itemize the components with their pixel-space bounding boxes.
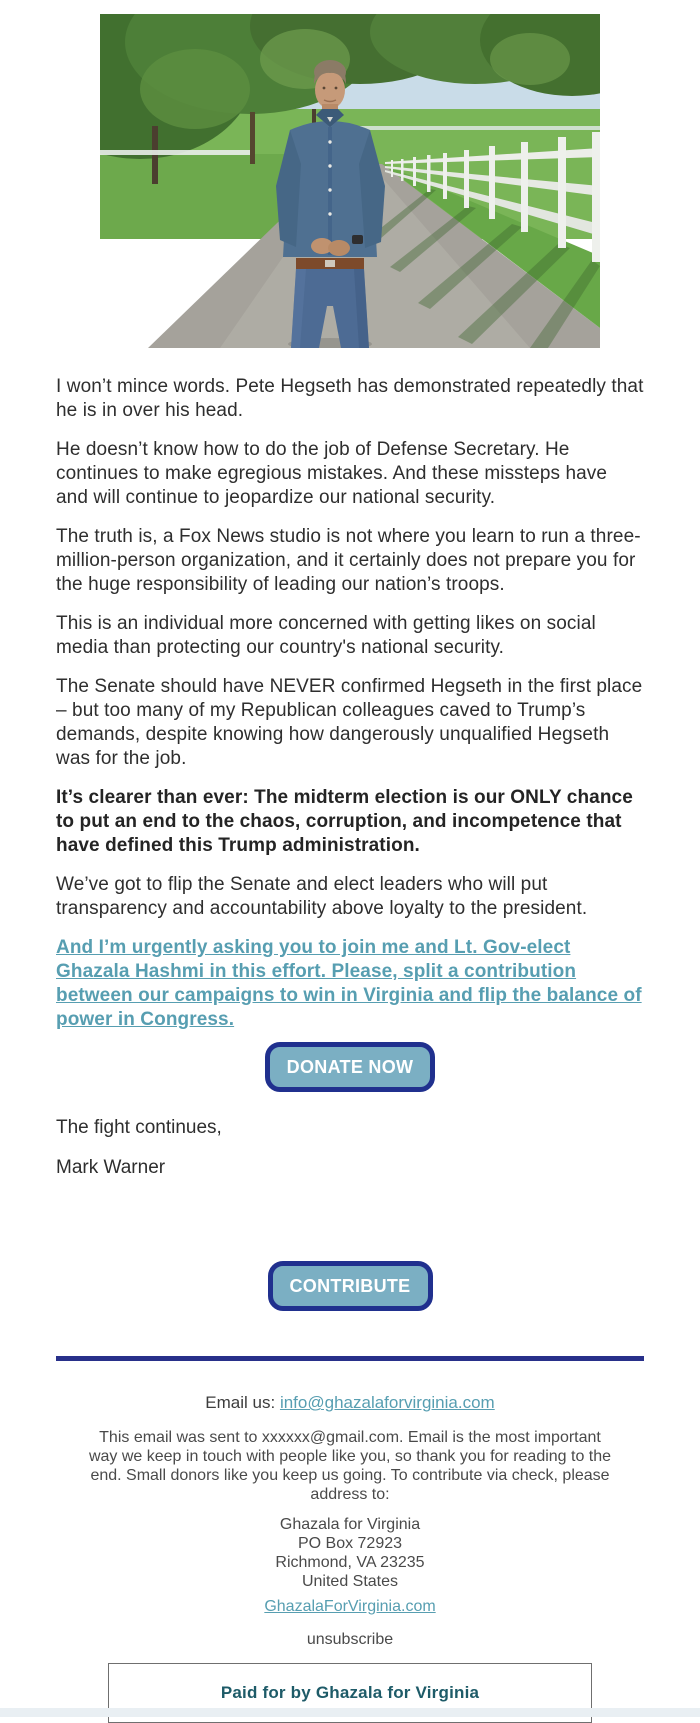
email-link[interactable]: info@ghazalaforvirginia.com [279, 1393, 495, 1412]
bold-statement: It’s clearer than ever: The midterm election is our ONLY chance to put an end to the chaos, corruption, and incompetence that have defined this Trump administration. [56, 787, 633, 856]
email-us-line [56, 1393, 644, 1413]
address-line: PO Box 72923 [297, 1535, 403, 1552]
body-paragraph: The Senate should have NEVER confirmed Hegseth in the first place – but too many of my Republican colleagues caved to Trump’s demands, despite knowing how dangerously unqualified Hegseth was for the job. [56, 676, 643, 769]
donate-now-button[interactable]: DONATE NOW [265, 1042, 436, 1092]
signoff-line: The fight continues, [56, 1117, 222, 1138]
footer-divider [56, 1356, 644, 1361]
paid-for-text: Paid for by Ghazala for Virginia [220, 1683, 480, 1702]
body-paragraph-bold [56, 786, 644, 858]
address-line: United States [301, 1573, 399, 1590]
body-paragraph-link [56, 936, 644, 1032]
donate-button-row [56, 1042, 644, 1092]
website-line [56, 1597, 644, 1616]
address-line: Ghazala for Virginia [279, 1516, 421, 1533]
body-paragraph: He doesn’t know how to do the job of Defense Secretary. He continues to make egregious mistakes. And these missteps have and will continue to jeopardize our national security. [56, 439, 608, 508]
body-paragraph: The truth is, a Fox News studio is not where you learn to run a three-million-person organization, and it certainly does not prepare you for the huge responsibility of leading our nation’s troops. [56, 526, 641, 595]
email-us-label: Email us: [205, 1393, 276, 1412]
bottom-edge-band [0, 1708, 700, 1717]
hero-photo [100, 14, 600, 348]
hero-photo-illustration [100, 14, 600, 348]
unsubscribe-line [56, 1630, 644, 1649]
footer-disclaimer: This email was sent to xxxxxx@gmail.com. Email is the most important way we keep in touch with people like you, so thank you for reading to the end. Small donors like you keep us going. To contribute via check, please address to: [88, 1429, 612, 1503]
email-body [0, 14, 700, 1723]
unsubscribe-link[interactable]: unsubscribe [306, 1631, 394, 1648]
split-contribution-link[interactable]: And I’m urgently asking you to join me and Lt. Gov-elect Ghazala Hashmi in this effort. Please, split a contribution between our campaigns to win in Virginia and flip the balance of power in Congress. [56, 937, 642, 1030]
contribute-button[interactable]: CONTRIBUTE [268, 1261, 433, 1311]
signoff-name: Mark Warner [56, 1157, 166, 1178]
email-footer [56, 1393, 644, 1723]
contribute-button-row [56, 1261, 644, 1311]
website-link[interactable]: GhazalaForVirginia.com [264, 1598, 436, 1615]
mailing-address [56, 1515, 644, 1591]
body-paragraph: This is an individual more concerned with getting likes on social media than protecting our country's national security. [56, 613, 596, 658]
body-paragraph: We’ve got to flip the Senate and elect leaders who will put transparency and accountability above loyalty to the president. [56, 874, 588, 919]
body-paragraph: I won’t mince words. Pete Hegseth has demonstrated repeatedly that he is in over his head. [56, 376, 644, 421]
address-line: Richmond, VA 23235 [275, 1554, 425, 1571]
